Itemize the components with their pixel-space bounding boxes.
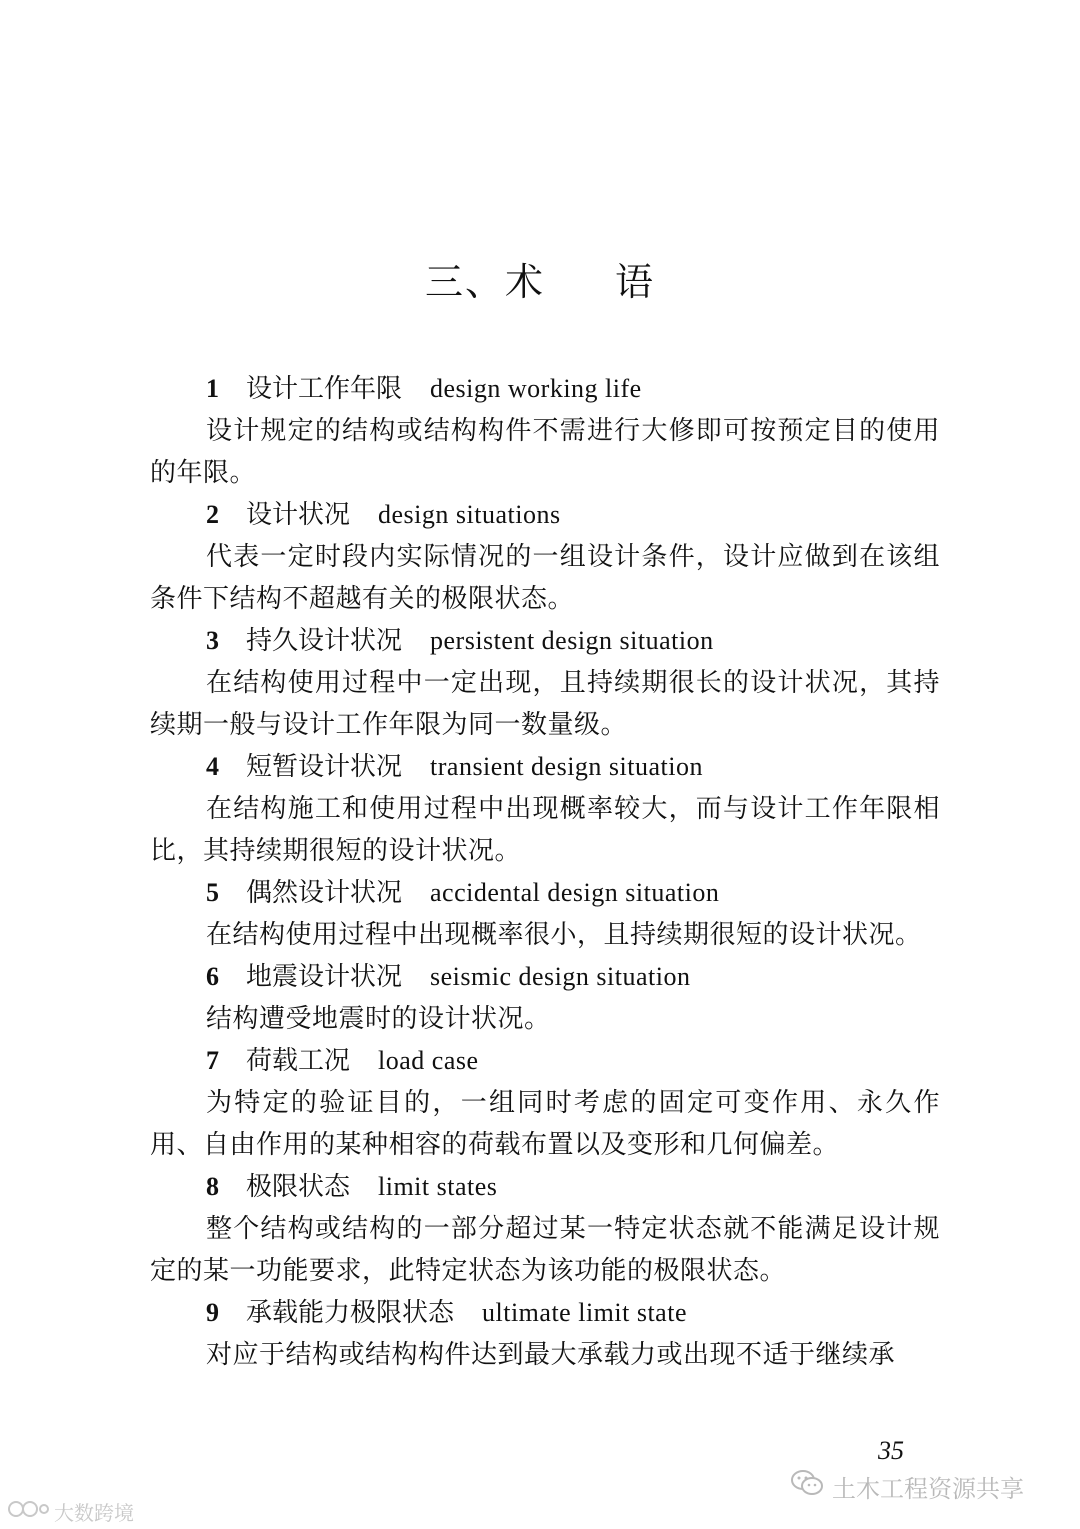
chapter-title-part2: 语 xyxy=(615,260,656,304)
term-chinese: 地震设计状况 xyxy=(246,962,403,992)
term-number: 4 xyxy=(206,752,219,781)
term-chinese: 承载能力极限状态 xyxy=(246,1298,455,1328)
term-number: 1 xyxy=(206,374,219,403)
watermark-account-text: 土木工程资源共享 xyxy=(832,1474,1024,1503)
term-definition: 整个结构或结构的一部分超过某一特定状态就不能满足设计规定的某一功能要求，此特定状态为该功能的极限状态。 xyxy=(150,1214,940,1286)
term-english: design situations xyxy=(378,500,561,529)
term-3 xyxy=(150,620,940,746)
term-definition: 在结构施工和使用过程中出现概率较大，而与设计工作年限相比，其持续期很短的设计状况。 xyxy=(150,794,940,866)
term-english: load case xyxy=(378,1046,479,1075)
watermark-brand-text: 大数跨境 xyxy=(54,1500,134,1525)
watermark-account xyxy=(790,1466,1024,1506)
term-number: 2 xyxy=(206,500,219,529)
term-number: 7 xyxy=(206,1046,219,1075)
term-9 xyxy=(150,1292,940,1376)
term-english: transient design situation xyxy=(430,752,703,781)
term-definition: 设计规定的结构或结构构件不需进行大修即可按预定目的使用的年限。 xyxy=(150,416,940,488)
term-definition: 在结构使用过程中出现概率很小，且持续期很短的设计状况。 xyxy=(206,920,922,950)
page-number: 35 xyxy=(878,1436,904,1465)
term-chinese: 设计状况 xyxy=(246,500,351,530)
term-1 xyxy=(150,368,940,494)
term-chinese: 设计工作年限 xyxy=(246,374,403,404)
term-definition: 在结构使用过程中一定出现，且持续期很长的设计状况，其持续期一般与设计工作年限为同一数量级。 xyxy=(150,668,940,740)
term-6 xyxy=(150,956,940,1040)
term-definition: 结构遭受地震时的设计状况。 xyxy=(206,1004,551,1034)
term-number: 8 xyxy=(206,1172,219,1201)
term-number: 3 xyxy=(206,626,219,655)
term-8 xyxy=(150,1166,940,1292)
term-chinese: 荷载工况 xyxy=(246,1046,351,1076)
term-definition: 为特定的验证目的，一组同时考虑的固定可变作用、永久作用、自由作用的某种相容的荷载布置以及变形和几何偏差。 xyxy=(150,1088,940,1160)
term-chinese: 极限状态 xyxy=(246,1172,351,1202)
term-4 xyxy=(150,746,940,872)
terms-list xyxy=(150,368,940,1376)
brand-logo-icon xyxy=(6,1497,50,1526)
watermark-brand xyxy=(6,1494,134,1528)
wechat-icon xyxy=(790,1468,824,1504)
term-number: 9 xyxy=(206,1298,219,1327)
term-chinese: 持久设计状况 xyxy=(246,626,403,656)
term-english: persistent design situation xyxy=(430,626,714,655)
chapter-title xyxy=(0,252,1080,312)
term-english: accidental design situation xyxy=(430,878,720,907)
term-2 xyxy=(150,494,940,620)
term-number: 6 xyxy=(206,962,219,991)
term-english: seismic design situation xyxy=(430,962,691,991)
term-number: 5 xyxy=(206,878,219,907)
term-chinese: 短暂设计状况 xyxy=(246,752,403,782)
term-5 xyxy=(150,872,940,956)
term-english: design working life xyxy=(430,374,642,403)
term-english: limit states xyxy=(378,1172,498,1201)
term-definition: 对应于结构或结构构件达到最大承载力或出现不适于继续承 xyxy=(206,1340,896,1370)
chapter-title-part1: 三、术 xyxy=(424,260,545,304)
term-definition: 代表一定时段内实际情况的一组设计条件，设计应做到在该组条件下结构不超越有关的极限状态。 xyxy=(150,542,940,614)
term-chinese: 偶然设计状况 xyxy=(246,878,403,908)
term-english: ultimate limit state xyxy=(482,1298,687,1327)
term-7 xyxy=(150,1040,940,1166)
